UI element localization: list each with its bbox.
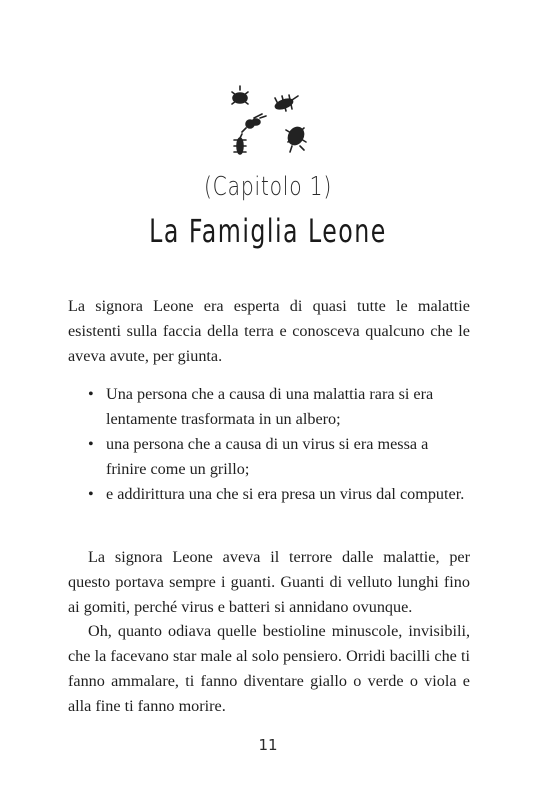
list-item: • una persona che a causa di un virus si era messa a frinire come un grillo;: [88, 432, 468, 482]
list-item: • e addirittura una che si era presa un virus dal computer.: [88, 482, 468, 507]
bullet-list: [88, 382, 468, 507]
chapter-title: La Famiglia Leone: [149, 212, 387, 250]
bug-icon: [274, 95, 298, 111]
bug-icon: [232, 86, 248, 104]
bug-icon: [234, 134, 246, 154]
page-number: 11: [258, 736, 278, 754]
paragraph-intro: La signora Leone era esperta di quasi tutte le malattie esistenti sulla faccia della terra e conosceva qualcuno che le aveva avute, per giunta.: [68, 297, 470, 365]
chapter-label: (Capitolo 1): [203, 172, 333, 202]
bug-illustration: [220, 84, 320, 164]
paragraph-2: La signora Leone aveva il terrore dalle malattie, per questo portava sempre i guanti. Guanti di velluto lunghi fino ai gomiti, perché virus e batteri si annidano ovunque.: [68, 548, 470, 616]
bug-icon: [242, 114, 266, 132]
list-item: • Una persona che a causa di una malattia rara si era lentamente trasformata in un albero;: [88, 382, 468, 432]
paragraph-3: Oh, quanto odiava quelle bestioline minuscole, invisibili, che la facevano star male al solo pensiero. Orridi bacilli che ti fanno ammalare, ti fanno diventare giallo o verde o viola e alla fine ti fanno morire.: [68, 622, 470, 715]
bug-icon: [285, 125, 306, 152]
